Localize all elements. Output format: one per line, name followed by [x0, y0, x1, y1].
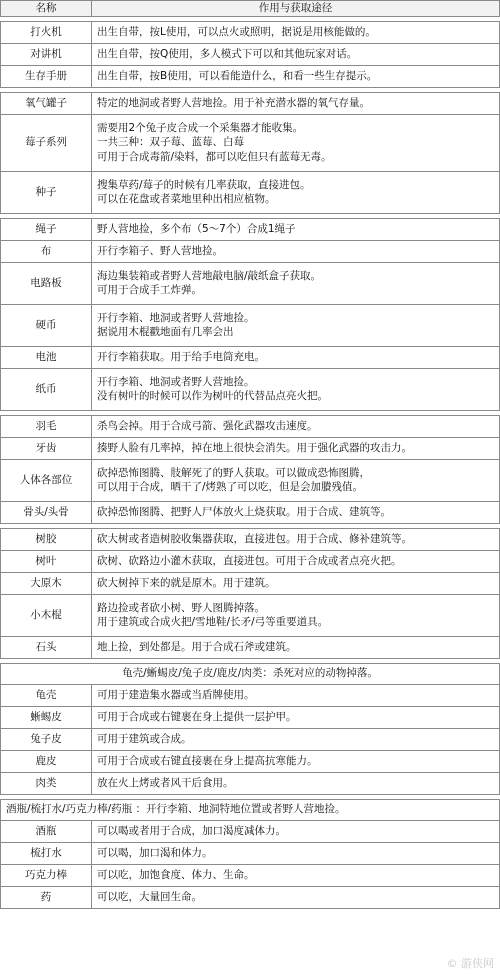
- item-row: [1, 171, 500, 213]
- item-desc-line: 出生自带，按L使用，可以点火或照明，据说是用核能做的。: [97, 25, 376, 38]
- item-name-cell: 纸币: [1, 368, 92, 410]
- item-desc-line: 据说用木棍戳地面有几率会出: [97, 326, 234, 338]
- item-desc-cell: [92, 728, 500, 750]
- item-desc-cell: [92, 262, 500, 304]
- item-desc-cell: [92, 114, 500, 171]
- item-desc-line: 可以吃，大量回生命。: [97, 890, 202, 903]
- item-name-cell: 羽毛: [1, 415, 92, 437]
- item-desc-cell: [92, 240, 500, 262]
- item-desc-cell: [92, 415, 500, 437]
- item-desc-line: 砍掉恐怖图腾、把野人尸体放火上烧获取。用于合成、建筑等。: [97, 505, 391, 518]
- item-desc-cell: [92, 572, 500, 594]
- item-row: [1, 415, 500, 437]
- item-desc-cell: [92, 864, 500, 886]
- item-row: [1, 842, 500, 864]
- item-row: [1, 368, 500, 410]
- item-name-cell: 种子: [1, 171, 92, 213]
- item-name-cell: 巧克力棒: [1, 864, 92, 886]
- header-name-cell: 名称: [1, 1, 92, 17]
- item-name-cell: 生存手册: [1, 65, 92, 87]
- item-desc-line: 野人营地捡，多个布（5～7个）合成1绳子: [97, 222, 296, 235]
- item-desc-line: 砍大树掉下来的就是原木。用于建筑。: [97, 576, 276, 589]
- item-name-cell: 大原木: [1, 572, 92, 594]
- item-row: [1, 550, 500, 572]
- item-name-cell: 梳打水: [1, 842, 92, 864]
- item-desc-cell: [92, 501, 500, 523]
- item-desc-line: 可以喝或者用于合成，加口渴度减体力。: [97, 824, 286, 837]
- item-desc-line: 杀鸟会掉。用于合成弓箭、强化武器攻击速度。: [97, 419, 318, 432]
- item-name-cell: 布: [1, 240, 92, 262]
- watermark: © 游侠网: [446, 957, 494, 970]
- item-row: [1, 65, 500, 87]
- table-header-row: [1, 1, 500, 17]
- item-desc-line: 路边捡或者砍小树、野人图腾掉落。: [97, 601, 265, 614]
- item-desc-cell: [92, 21, 500, 43]
- item-desc-line: 可用于合成手工炸弹。: [97, 284, 202, 296]
- item-desc-line: 一共三种：双子莓、蓝莓、白莓: [97, 136, 244, 149]
- header-desc-cell: 作用与获取途径: [92, 1, 500, 17]
- item-desc-line: 开行李箱获取。用于给手电筒充电。: [97, 350, 265, 363]
- item-row: [1, 304, 500, 346]
- item-desc-line: 出生自带，按B使用，可以看能造什么，和看一些生存提示。: [97, 69, 378, 82]
- item-desc-cell: [92, 886, 500, 908]
- item-desc-cell: [92, 368, 500, 410]
- item-name-cell: 酒瓶: [1, 820, 92, 842]
- item-row: [1, 501, 500, 523]
- item-row: [1, 262, 500, 304]
- item-name-cell: 蜥蜴皮: [1, 706, 92, 728]
- item-desc-cell: [92, 706, 500, 728]
- section-span-row: [1, 799, 500, 820]
- item-desc-cell: [92, 65, 500, 87]
- item-desc-cell: [92, 92, 500, 114]
- item-desc-line: 砍树、砍路边小灌木获取，直接进包。可用于合成或者点亮火把。: [97, 554, 402, 567]
- item-desc-line: 出生自带，按Q使用，多人模式下可以和其他玩家对话。: [97, 47, 358, 60]
- item-name-cell: 肉类: [1, 772, 92, 794]
- item-row: [1, 820, 500, 842]
- item-row: [1, 21, 500, 43]
- item-desc-line: 放在火上烤或者风干后食用。: [97, 776, 234, 789]
- item-desc-line: 可以在花盘或者菜地里种出相应植物。: [97, 193, 276, 205]
- item-name-cell: 电路板: [1, 262, 92, 304]
- item-name-cell: 树胶: [1, 528, 92, 550]
- item-desc-line: 开行李箱、地洞或者野人营地捡。: [97, 311, 255, 324]
- item-desc-cell: [92, 346, 500, 368]
- item-row: [1, 772, 500, 794]
- item-name-cell: 药: [1, 886, 92, 908]
- item-row: [1, 92, 500, 114]
- item-row: [1, 684, 500, 706]
- item-row: [1, 706, 500, 728]
- item-name-cell: 打火机: [1, 21, 92, 43]
- item-desc-line: 可用于建造集水器或当盾牌使用。: [97, 688, 255, 701]
- item-name-cell: 人体各部位: [1, 459, 92, 501]
- item-name-cell: 骨头/头骨: [1, 501, 92, 523]
- item-desc-line: 砍大树或者造树胶收集器获取，直接进包。用于合成、修补建筑等。: [97, 532, 412, 545]
- item-name-cell: 绳子: [1, 218, 92, 240]
- item-desc-line: 开行李箱、地洞或者野人营地捡。: [97, 375, 255, 388]
- item-table-body: [1, 1, 500, 909]
- item-desc-line: 没有树叶的时候可以作为树叶的代替品点亮火把。: [97, 390, 328, 402]
- item-row: [1, 728, 500, 750]
- item-row: [1, 528, 500, 550]
- item-desc-cell: [92, 772, 500, 794]
- section-span-cell: 龟壳/蜥蜴皮/兔子皮/鹿皮/肉类：杀死对应的动物掉落。: [1, 663, 500, 684]
- item-desc-line: 砍掉恐怖图腾、肢解死了的野人获取。可以做成恐怖图腾，: [97, 466, 370, 479]
- item-name-cell: 牙齿: [1, 437, 92, 459]
- item-row: [1, 459, 500, 501]
- item-name-cell: 对讲机: [1, 43, 92, 65]
- item-row: [1, 346, 500, 368]
- item-desc-cell: [92, 594, 500, 636]
- item-desc-line: 搜集草药/莓子的时候有几率获取，直接进包。: [97, 178, 311, 191]
- item-name-cell: 硬币: [1, 304, 92, 346]
- item-desc-line: 特定的地洞或者野人营地捡。用于补充潜水器的氧气存量。: [97, 96, 370, 109]
- item-row: [1, 218, 500, 240]
- item-desc-cell: [92, 820, 500, 842]
- item-name-cell: 龟壳: [1, 684, 92, 706]
- item-desc-cell: [92, 459, 500, 501]
- item-desc-cell: [92, 842, 500, 864]
- item-name-cell: 兔子皮: [1, 728, 92, 750]
- item-name-cell: 鹿皮: [1, 750, 92, 772]
- item-row: [1, 886, 500, 908]
- item-desc-line: 开行李箱子、野人营地捡。: [97, 244, 223, 257]
- item-desc-line: 可以用于合成，晒干了/烤熟了可以吃，但是会加賸残值。: [97, 481, 364, 493]
- item-row: [1, 240, 500, 262]
- item-desc-line: 需要用2个兔子皮合成一个采集器才能收集。: [97, 121, 304, 134]
- item-desc-cell: [92, 750, 500, 772]
- item-desc-cell: [92, 550, 500, 572]
- item-desc-cell: [92, 636, 500, 658]
- item-row: [1, 43, 500, 65]
- item-name-cell: 电池: [1, 346, 92, 368]
- item-name-cell: 小木棍: [1, 594, 92, 636]
- item-row: [1, 572, 500, 594]
- item-desc-line: 用于建筑或合成火把/雪地鞋/长矛/弓等重要道具。: [97, 616, 329, 628]
- item-name-cell: 树叶: [1, 550, 92, 572]
- item-desc-line: 地上捡，到处都是。用于合成石斧或建筑。: [97, 640, 297, 653]
- section-span-row: [1, 663, 500, 684]
- item-desc-cell: [92, 304, 500, 346]
- item-name-cell: 石头: [1, 636, 92, 658]
- item-desc-line: 海边集装箱或者野人营地敲电脑/敲纸盒子获取。: [97, 269, 322, 282]
- item-desc-cell: [92, 684, 500, 706]
- item-name-cell: 莓子系列: [1, 114, 92, 171]
- item-desc-line: 揍野人脸有几率掉，掉在地上很快会消失。用于强化武器的攻击力。: [97, 441, 412, 454]
- item-row: [1, 114, 500, 171]
- item-row: [1, 437, 500, 459]
- item-desc-cell: [92, 171, 500, 213]
- item-desc-cell: [92, 43, 500, 65]
- item-desc-line: 可用于合成或右键直接裹在身上提高抗寒能力。: [97, 754, 318, 767]
- section-span-cell: 酒瓶/梳打水/巧克力棒/药瓶 ：开行李箱、地洞特地位置或者野人营地捡。: [1, 799, 500, 820]
- item-row: [1, 750, 500, 772]
- item-row: [1, 594, 500, 636]
- item-desc-cell: [92, 528, 500, 550]
- item-desc-line: 可用于合成或右键裹在身上提供一层护甲。: [97, 710, 297, 723]
- item-name-cell: 氧气罐子: [1, 92, 92, 114]
- item-desc-line: 可用于建筑或合成。: [97, 732, 192, 745]
- item-desc-cell: [92, 437, 500, 459]
- item-desc-line: 可用于合成毒箭/染料，都可以吃但只有蓝莓无毒。: [97, 150, 332, 163]
- item-desc-line: 可以吃，加饱食度、体力、生命。: [97, 868, 255, 881]
- item-desc-line: 可以喝，加口渴和体力。: [97, 846, 213, 859]
- item-row: [1, 636, 500, 658]
- item-desc-cell: [92, 218, 500, 240]
- item-row: [1, 864, 500, 886]
